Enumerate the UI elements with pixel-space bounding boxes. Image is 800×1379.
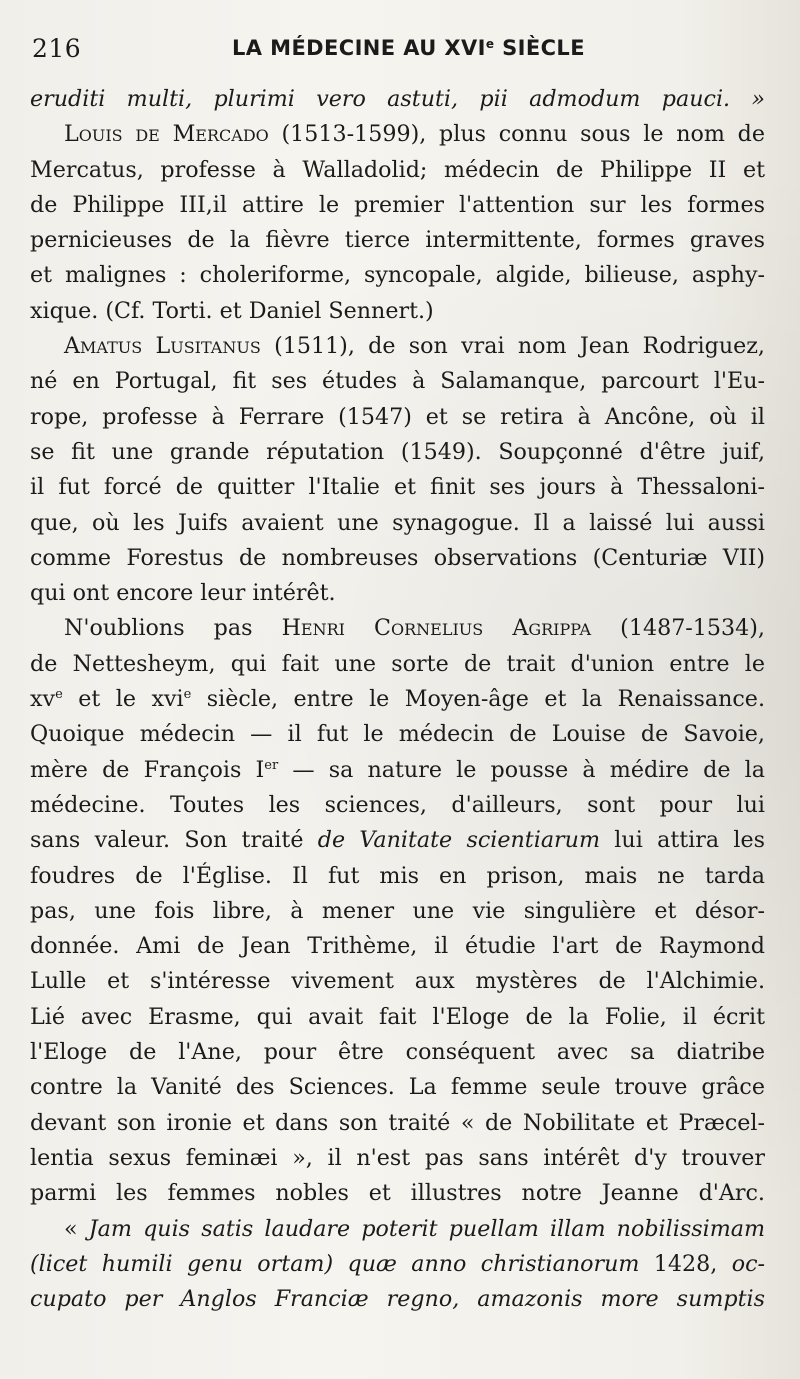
text-line	[30, 611, 765, 646]
text-line	[30, 153, 765, 188]
text-line	[30, 82, 765, 117]
line-text: xique. (Cf. Torti. et Daniel Sennert.)	[30, 297, 434, 324]
line-text: N'oublions pas	[64, 615, 282, 642]
line-text: contre la Vanité des Sciences. La femme seule trouve grâce	[30, 1074, 765, 1101]
person-name: Henri Cornelius Agrippa	[281, 615, 592, 642]
superscript: er	[264, 757, 279, 773]
latin-quote: Jam quis satis laudare poterit puellam illam nobilissimam	[88, 1215, 765, 1242]
text-line	[30, 964, 765, 999]
text-line	[30, 1070, 765, 1105]
line-text: (1511), de son vrai nom Jean Rodriguez,	[260, 333, 765, 360]
line-text: que, où les Juifs avaient une synagogue. Il a laissé lui aussi	[30, 509, 765, 536]
text-line	[30, 1000, 765, 1035]
text-line	[30, 541, 765, 576]
line-text: de Philippe III,il attire le premier l'attention sur les formes	[30, 191, 765, 218]
line-text: (1513-1599), plus connu sous le nom de	[268, 121, 765, 148]
line-text: pernicieuses de la fièvre tierce intermittente, formes graves	[30, 227, 765, 254]
text-line	[30, 506, 765, 541]
text-line	[30, 894, 765, 929]
text-line	[30, 753, 765, 788]
running-head-sup: e	[485, 37, 495, 51]
line-text: siècle, entre le Moyen-âge et la Renaissance.	[191, 686, 765, 713]
line-text: et malignes : choleriforme, syncopale, algide, bilieuse, asphy-	[30, 262, 765, 289]
text-line	[30, 1106, 765, 1141]
line-text: pas, une fois libre, à mener une vie singulière et désor-	[30, 897, 765, 924]
text-line	[30, 823, 765, 858]
text-line	[30, 1035, 765, 1070]
superscript: e	[183, 687, 192, 703]
line-text: 1428,	[639, 1250, 732, 1277]
text-line	[30, 329, 765, 364]
superscript: e	[55, 687, 63, 703]
text-line	[30, 859, 765, 894]
text-line	[30, 258, 765, 293]
running-head	[232, 36, 585, 60]
line-text: médecine. Toutes les sciences, d'ailleurs, sont pour lui	[30, 791, 765, 818]
line-text: Lulle et s'intéresse vivement aux mystères de l'Alchimie.	[30, 968, 765, 995]
text-line	[30, 364, 765, 399]
line-text: donnée. Ami de Jean Trithème, il étudie l'art de Raymond	[30, 933, 765, 960]
line-text: xv	[30, 686, 56, 713]
body-text	[30, 82, 765, 1317]
text-line	[30, 576, 765, 611]
line-text: sans valeur. Son traité	[30, 827, 318, 854]
page-header	[0, 34, 800, 74]
text-line	[30, 470, 765, 505]
line-text: né en Portugal, fit ses études à Salamanque, parcourt l'Eu-	[30, 368, 765, 395]
text-line	[30, 435, 765, 470]
line-text: rope, professe à Ferrare (1547) et se retira à Ancône, où il	[30, 403, 765, 430]
text-line	[30, 929, 765, 964]
latin-quote: (licet humili genu ortam) quæ anno christianorum	[30, 1250, 640, 1277]
line-text: de Nettesheym, qui fait une sorte de trait d'union entre le	[30, 650, 765, 677]
latin-quote: oc-	[731, 1250, 765, 1277]
line-text: lentia sexus feminæi », il n'est pas sans intérêt d'y trouver	[30, 1144, 765, 1171]
line-text: «	[64, 1215, 89, 1242]
text-line	[30, 682, 765, 717]
latin-quote: cupato per Anglos Franciæ regno, amazonis more sumptis	[30, 1286, 765, 1313]
text-line	[30, 117, 765, 152]
line-text: parmi les femmes nobles et illustres notre Jeanne d'Arc.	[30, 1180, 765, 1207]
text-line	[30, 1282, 765, 1317]
line-text: — sa nature le pousse à médire de la	[278, 756, 765, 783]
running-head-main: LA MÉDECINE AU XVI	[232, 36, 486, 60]
text-line	[30, 647, 765, 682]
text-line	[30, 1141, 765, 1176]
line-text: il fut forcé de quitter l'Italie et finit ses jours à Thessaloni-	[30, 474, 765, 501]
line-text: et le xvi	[62, 686, 184, 713]
line-text: Mercatus, professe à Walladolid; médecin de Philippe II et	[30, 156, 765, 183]
text-line	[30, 1212, 765, 1247]
line-text: comme Forestus de nombreuses observations (Centuriæ VII)	[30, 544, 765, 571]
text-line	[30, 223, 765, 258]
text-line	[30, 788, 765, 823]
line-text: se fit une grande réputation (1549). Soupçonné d'être juif,	[30, 438, 765, 465]
line-text: lui attira les	[600, 827, 765, 854]
text-line	[30, 717, 765, 752]
line-text: l'Eloge de l'Ane, pour être conséquent avec sa diatribe	[30, 1039, 765, 1066]
line-text: mère de François I	[30, 756, 265, 783]
line-text: devant son ironie et dans son traité « de Nobilitate et Præcel-	[30, 1109, 765, 1136]
text-line	[30, 188, 765, 223]
quote-end: eruditi multi, plurimi vero astuti, pii admodum pauci. »	[30, 86, 765, 112]
text-line	[30, 400, 765, 435]
book-title: de Vanitate scientiarum	[317, 827, 600, 854]
page-number: 216	[32, 34, 82, 63]
person-name: Amatus Lusitanus	[64, 333, 261, 360]
person-name: Louis de Mercado	[64, 121, 269, 148]
line-text: Lié avec Erasme, qui avait fait l'Eloge de la Folie, il écrit	[30, 1003, 765, 1030]
line-text: Quoique médecin — il fut le médecin de Louise de Savoie,	[30, 721, 765, 748]
line-text: qui ont encore leur intérêt.	[30, 580, 336, 607]
line-text: foudres de l'Église. Il fut mis en prison, mais ne tarda	[30, 862, 765, 889]
line-text: (1487-1534),	[591, 615, 765, 642]
running-head-end: SIÈCLE	[494, 36, 585, 60]
text-line	[30, 1247, 765, 1282]
text-line	[30, 1176, 765, 1211]
text-line	[30, 294, 765, 329]
